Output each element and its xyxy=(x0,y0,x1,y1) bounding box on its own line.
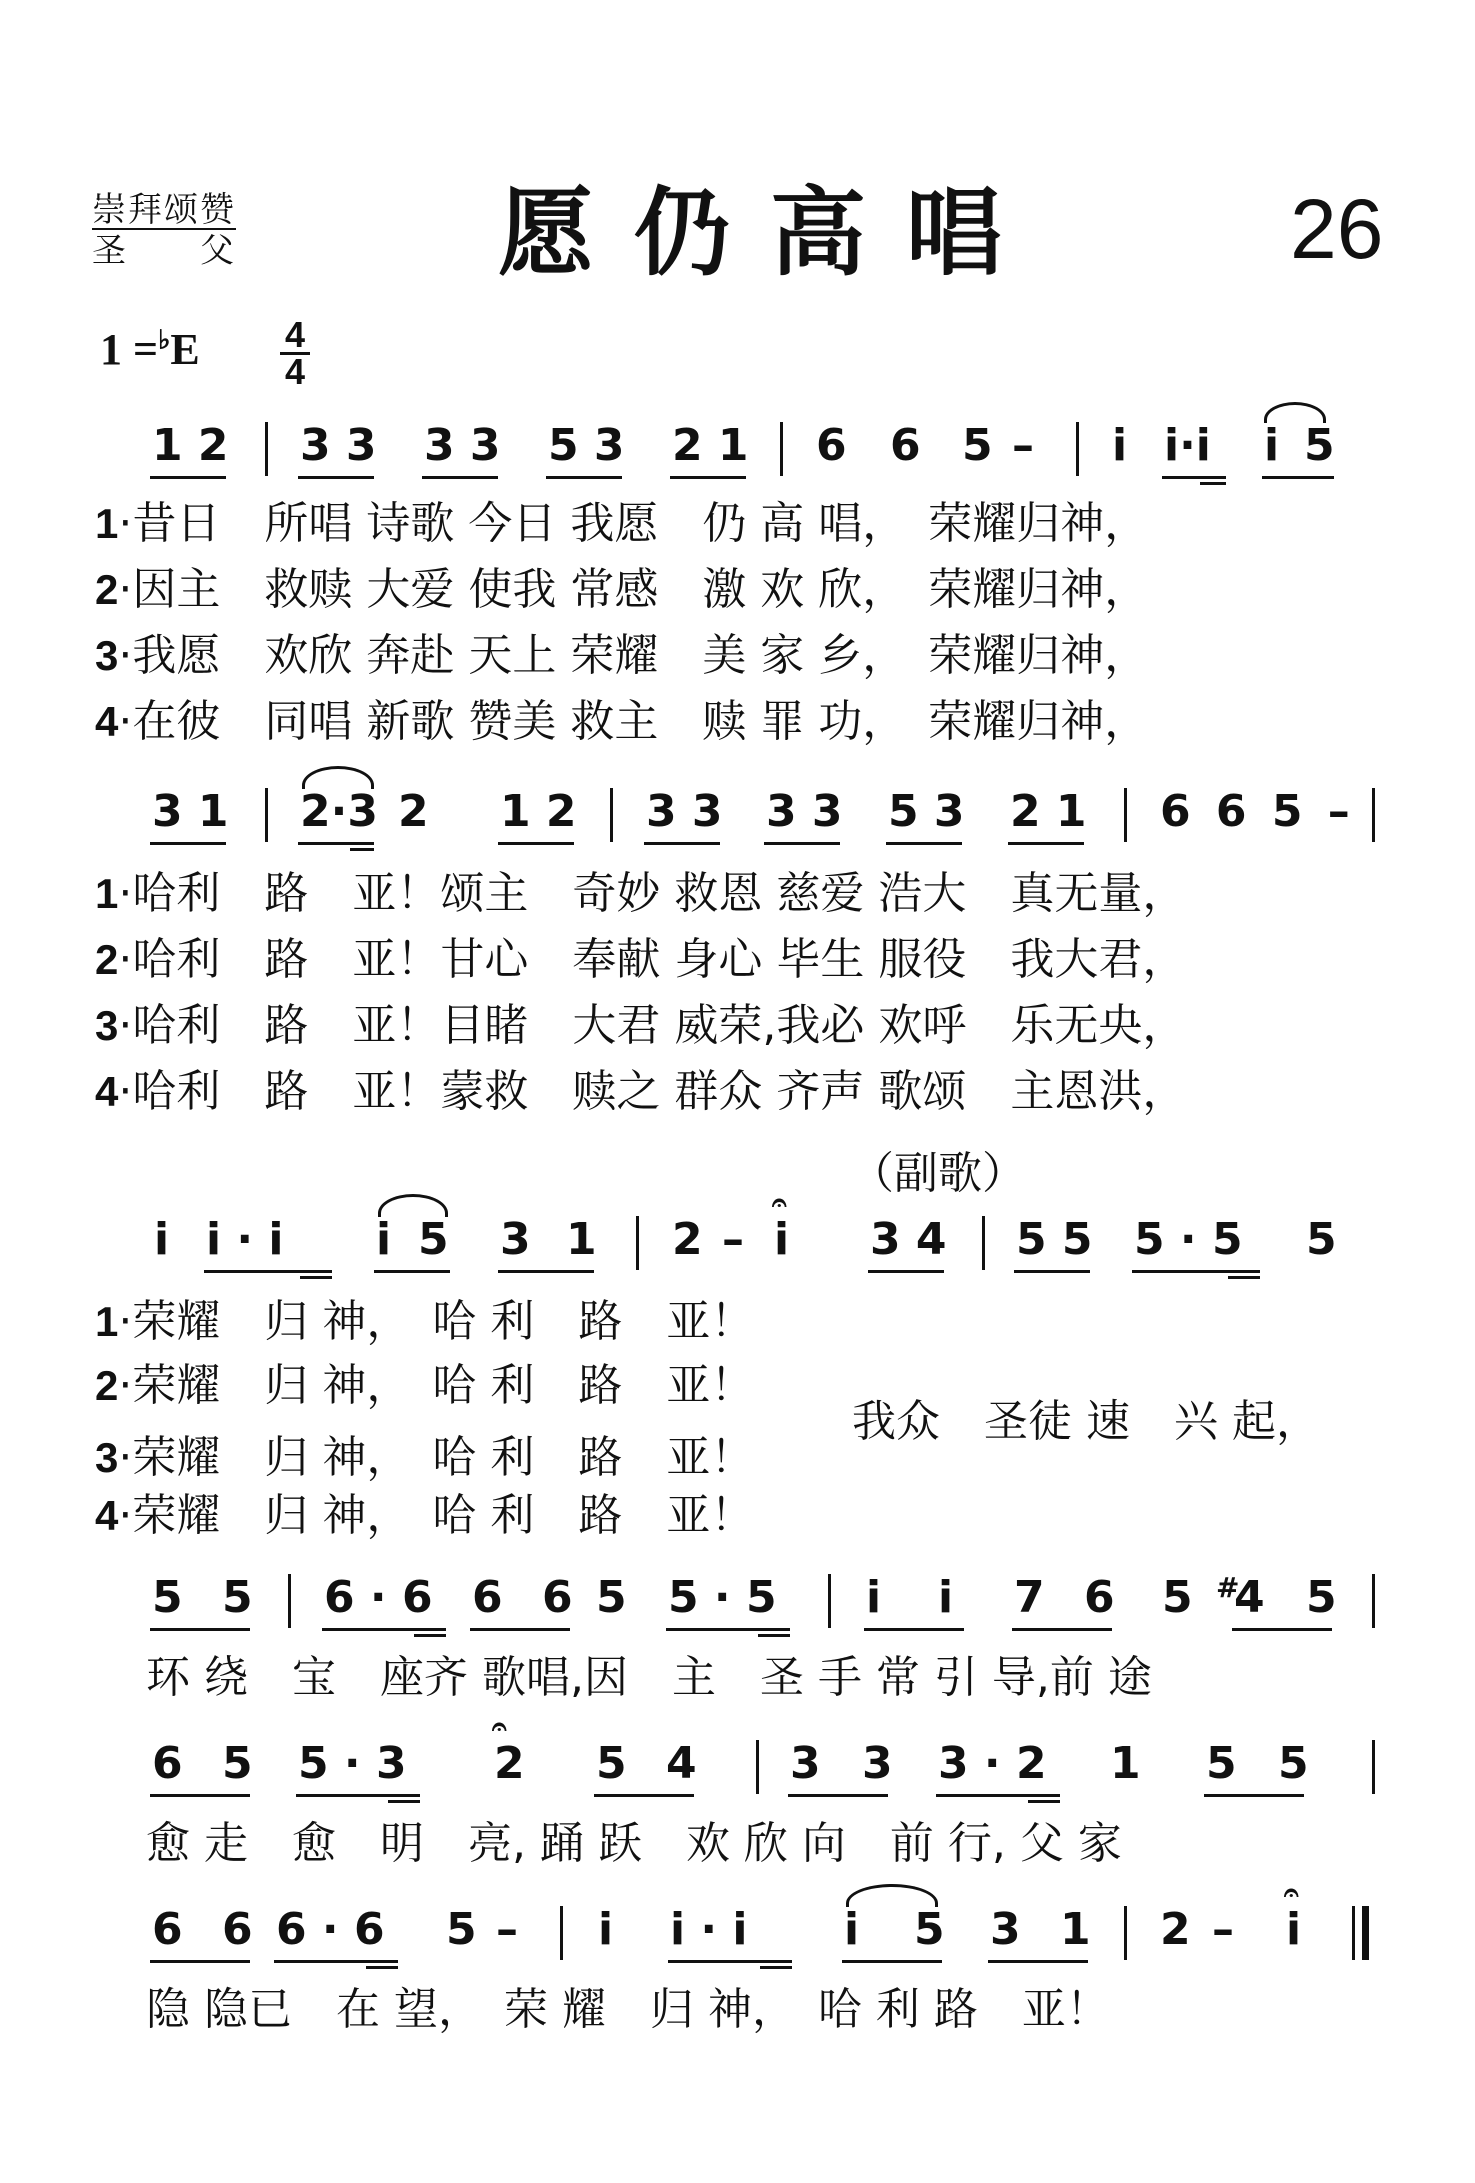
note: i xyxy=(938,1572,954,1623)
note: 3 3 xyxy=(300,420,377,471)
note: 1 2 xyxy=(152,420,229,471)
note: 1 xyxy=(1110,1738,1141,1789)
note: 6 xyxy=(890,420,921,471)
time-signature xyxy=(280,314,310,392)
note: i xyxy=(1286,1904,1302,1955)
note: 3 xyxy=(990,1904,1021,1955)
note: i · i xyxy=(670,1904,748,1955)
lyric-line-6: 隐 隐已 在 望， 荣 耀 归 神， 哈 利 路 亚！ xyxy=(146,1984,1110,2035)
note: 5 xyxy=(152,1572,183,1623)
note: – xyxy=(1012,420,1034,471)
note: 5 xyxy=(1306,1572,1337,1623)
note: i xyxy=(866,1572,882,1623)
score-line-6 xyxy=(0,1878,1475,1972)
lyric-line-4: 环 绕 宝 座齐 歌唱,因 主 圣 手 常 引 导,前 途 xyxy=(146,1652,1152,1703)
note: 3 xyxy=(790,1738,821,1789)
note: 1 xyxy=(566,1214,597,1265)
note: 3 · 2 xyxy=(938,1738,1047,1789)
score-line-3 xyxy=(0,1188,1475,1282)
note: i xyxy=(1112,420,1128,471)
fermata-icon: 𝄐 xyxy=(492,1712,507,1742)
note: 6 xyxy=(542,1572,573,1623)
note: 5 xyxy=(596,1572,627,1623)
note: 5 xyxy=(222,1572,253,1623)
note: – xyxy=(1212,1904,1234,1955)
note: 3 xyxy=(500,1214,531,1265)
page-title: 愿仍高唱 xyxy=(498,176,1042,289)
lyric-verse-1: 1·哈利 路 亚！颂主 奇妙 救恩 慈爱 浩大 真无量， xyxy=(95,868,1187,919)
lyric-verse-4: 4·荣耀 归 神， 哈 利 路 亚！ xyxy=(95,1490,755,1541)
note: i xyxy=(154,1214,170,1265)
note: i xyxy=(844,1904,860,1955)
note: i · i xyxy=(206,1214,284,1265)
key-signature xyxy=(100,324,200,375)
score-line-1 xyxy=(0,418,1475,488)
note: 5 xyxy=(418,1214,449,1265)
note: 7 xyxy=(1014,1572,1045,1623)
sharp-icon: # xyxy=(1216,1571,1240,1604)
note: 6 6 5 – xyxy=(1160,786,1350,837)
note: 6 xyxy=(1084,1572,1115,1623)
note: 2·3 xyxy=(300,786,378,837)
note: i·i xyxy=(1164,420,1211,471)
key-label: 1 = xyxy=(100,325,159,374)
note: 6 xyxy=(816,420,847,471)
fermata-icon: 𝄐 xyxy=(772,1188,787,1218)
note: 6 xyxy=(152,1904,183,1955)
note: 5 xyxy=(446,1904,477,1955)
note: 5 · 5 xyxy=(668,1572,777,1623)
lyric-verse-1: 1·昔日 所唱 诗歌 今日 我愿 仍 高 唱， 荣耀归神， xyxy=(95,498,1149,549)
note: 2 xyxy=(494,1738,525,1789)
note: 1 xyxy=(1060,1904,1091,1955)
hymn-number: 26 xyxy=(1290,182,1384,276)
note: 2 xyxy=(672,1214,703,1265)
note: 5 3 xyxy=(548,420,625,471)
lyric-verse-1: 1·荣耀 归 神， 哈 利 路 亚！ xyxy=(95,1296,755,1347)
note: 3 3 xyxy=(766,786,843,837)
time-bottom: 4 xyxy=(284,351,306,392)
note: 6 · 6 xyxy=(276,1904,385,1955)
note: 5 5 xyxy=(1016,1214,1093,1265)
chorus-label: （副歌） xyxy=(850,1148,1026,1199)
lyric-verse-2: 2·荣耀 归 神， 哈 利 路 亚！ xyxy=(95,1360,755,1411)
flat-symbol: ♭ xyxy=(158,325,171,355)
note: 4 xyxy=(666,1738,697,1789)
lyric-line-5: 愈 走 愈 明 亮, 踊 跃 欢 欣 向 前 行, 父 家 xyxy=(146,1818,1122,1869)
note: 5 · 5 xyxy=(1134,1214,1243,1265)
note: 5 3 xyxy=(888,786,965,837)
category-label: 崇拜颂赞 xyxy=(92,190,236,230)
note: 2 1 xyxy=(672,420,749,471)
score-line-5 xyxy=(0,1712,1475,1806)
note: – xyxy=(722,1214,744,1265)
subcategory-label: 圣 父 xyxy=(92,231,236,271)
note: 6 · 6 xyxy=(324,1572,433,1623)
note: i xyxy=(376,1214,392,1265)
chorus-lyric: 我众 圣徒 速 兴 起， xyxy=(852,1396,1320,1447)
lyric-verse-4: 4·哈利 路 亚！蒙救 赎之 群众 齐声 歌颂 主恩洪， xyxy=(95,1066,1187,1117)
note: 3 3 xyxy=(646,786,723,837)
lyric-verse-2: 2·因主 救赎 大爱 使我 常感 激 欢 欣， 荣耀归神， xyxy=(95,564,1149,615)
note: 4 xyxy=(1234,1572,1265,1623)
note: 2 xyxy=(398,786,429,837)
note: 5 xyxy=(1162,1572,1193,1623)
score-line-2 xyxy=(0,784,1475,854)
note: 1 2 xyxy=(500,786,577,837)
note: 5 xyxy=(596,1738,627,1789)
note: 6 xyxy=(472,1572,503,1623)
note: 5 · 3 xyxy=(298,1738,407,1789)
note: 5 xyxy=(1304,420,1335,471)
key-note: E xyxy=(170,325,200,374)
note: i xyxy=(1264,420,1280,471)
lyric-verse-2: 2·哈利 路 亚！甘心 奉献 身心 毕生 服役 我大君， xyxy=(95,934,1187,985)
note: 3 3 xyxy=(424,420,501,471)
lyric-verse-3: 3·我愿 欢欣 奔赴 天上 荣耀 美 家 乡， 荣耀归神， xyxy=(95,630,1149,681)
note: 3 4 xyxy=(870,1214,947,1265)
note: 2 xyxy=(1160,1904,1191,1955)
note: 6 xyxy=(222,1904,253,1955)
lyric-verse-3: 3·哈利 路 亚！目睹 大君 威荣,我必 欢呼 乐无央， xyxy=(95,1000,1187,1051)
fermata-icon: 𝄐 xyxy=(1284,1878,1299,1908)
note: 5 xyxy=(914,1904,945,1955)
note: 5 xyxy=(1278,1738,1309,1789)
note: 2 1 xyxy=(1010,786,1087,837)
note: 6 xyxy=(152,1738,183,1789)
note: 3 1 xyxy=(152,786,229,837)
score-line-4 xyxy=(0,1570,1475,1640)
note: 5 xyxy=(222,1738,253,1789)
note: i xyxy=(774,1214,790,1265)
note: i xyxy=(598,1904,614,1955)
note: 5 xyxy=(1306,1214,1337,1265)
note: 5 xyxy=(962,420,993,471)
note: 3 xyxy=(862,1738,893,1789)
lyric-verse-4: 4·在彼 同唱 新歌 赞美 救主 赎 罪 功， 荣耀归神， xyxy=(95,696,1149,747)
time-top: 4 xyxy=(280,318,310,355)
note: 5 xyxy=(1206,1738,1237,1789)
lyric-verse-3: 3·荣耀 归 神， 哈 利 路 亚！ xyxy=(95,1432,755,1483)
note: – xyxy=(496,1904,518,1955)
